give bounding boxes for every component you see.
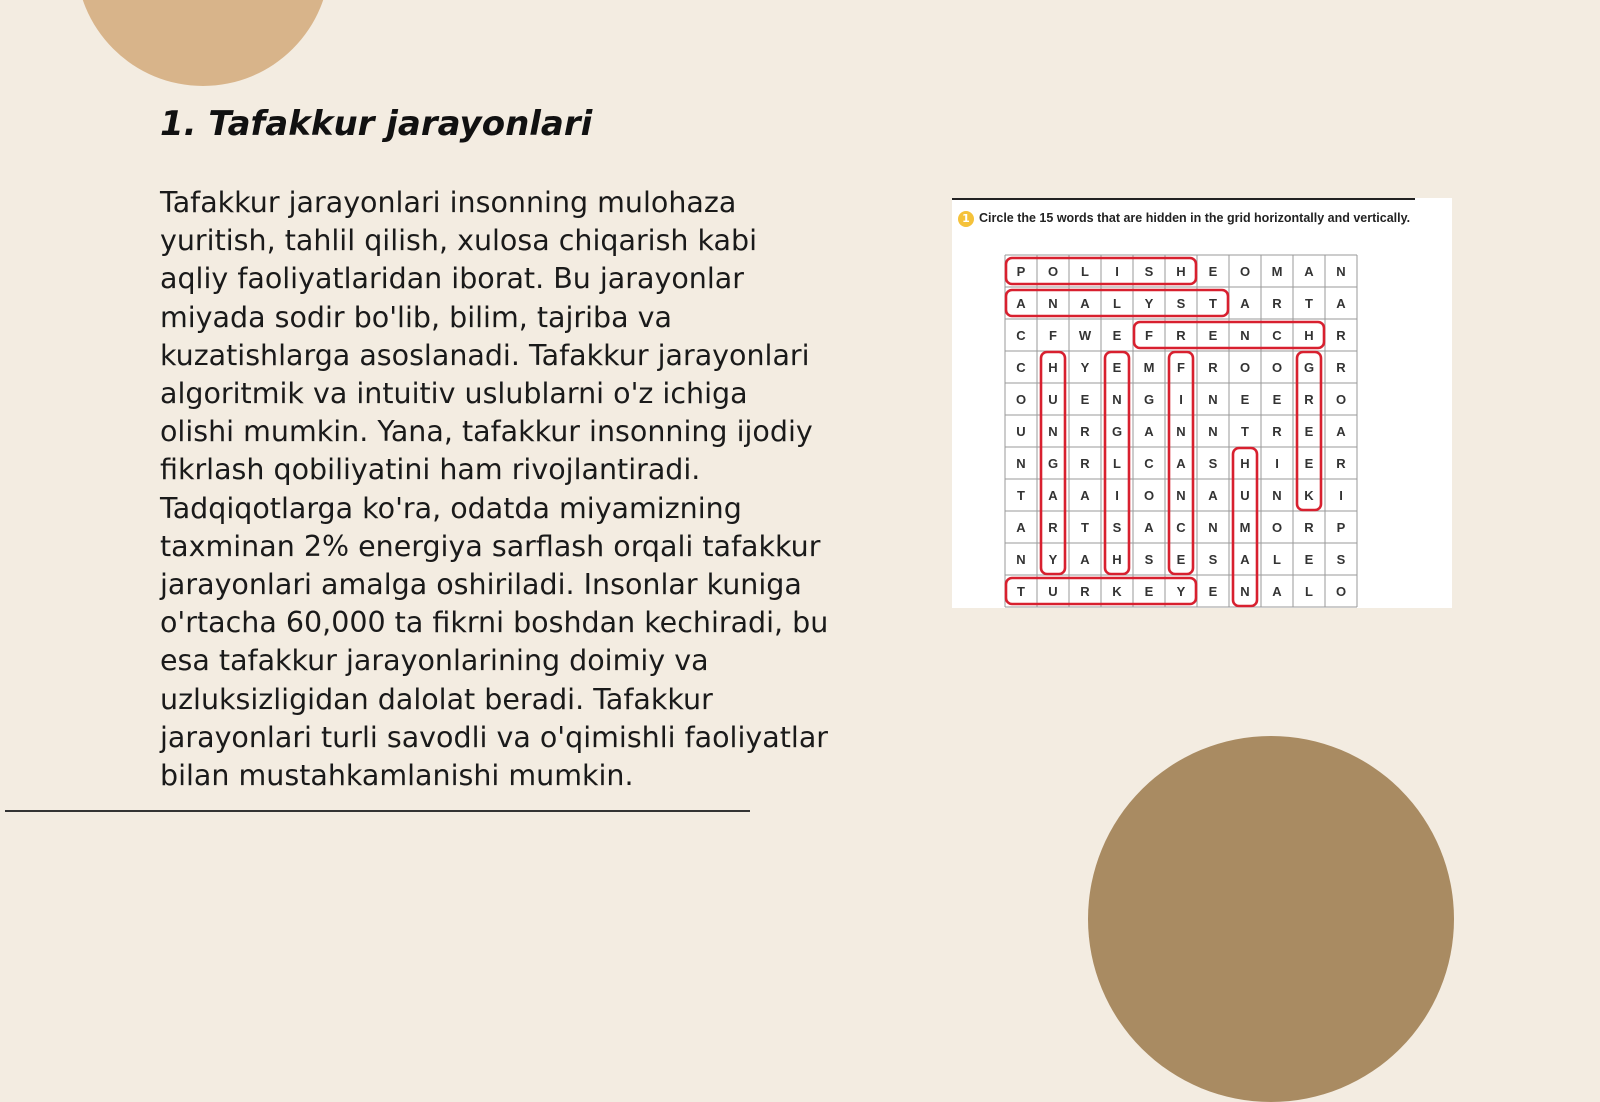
grid-letter: K xyxy=(1304,488,1314,503)
grid-letter: I xyxy=(1179,392,1183,407)
grid-letter: N xyxy=(1336,264,1346,279)
grid-letter: I xyxy=(1275,456,1279,471)
grid-letter: I xyxy=(1339,488,1343,503)
grid-letter: O xyxy=(1335,584,1347,599)
grid-letter: N xyxy=(1176,424,1186,439)
grid-letter: E xyxy=(1304,552,1314,567)
grid-letter: T xyxy=(1017,488,1025,503)
grid-letter: N xyxy=(1240,328,1250,343)
grid-letter: E xyxy=(1304,456,1314,471)
grid-letter: O xyxy=(1047,264,1059,279)
grid-letter: A xyxy=(1176,456,1186,471)
grid-letter: C xyxy=(1144,456,1154,471)
grid-letter: A xyxy=(1240,552,1250,567)
grid-letter: O xyxy=(1335,392,1347,407)
grid-letter: A xyxy=(1080,488,1090,503)
grid-letter: A xyxy=(1016,296,1026,311)
grid-letter: U xyxy=(1240,488,1250,503)
grid-letter: R xyxy=(1048,520,1058,535)
grid-letter: E xyxy=(1080,392,1090,407)
grid-letter: A xyxy=(1336,296,1346,311)
divider-line xyxy=(5,810,750,812)
grid-letter: R xyxy=(1272,296,1282,311)
grid-letter: R xyxy=(1080,424,1090,439)
grid-letter: F xyxy=(1177,360,1185,375)
grid-letter: A xyxy=(1144,424,1154,439)
grid-letter: U xyxy=(1048,584,1058,599)
grid-letter: M xyxy=(1239,520,1251,535)
grid-letter: E xyxy=(1112,360,1122,375)
grid-letter: H xyxy=(1176,264,1186,279)
grid-letter: U xyxy=(1048,392,1058,407)
grid-letter: A xyxy=(1272,584,1282,599)
grid-letter: I xyxy=(1115,264,1119,279)
grid-letter: A xyxy=(1304,264,1314,279)
grid-letter: H xyxy=(1304,328,1314,343)
grid-letter: R xyxy=(1336,360,1346,375)
word-search-image xyxy=(952,198,1452,608)
grid-letter: O xyxy=(1271,520,1283,535)
grid-letter: R xyxy=(1336,328,1346,343)
grid-letter: S xyxy=(1336,552,1346,567)
grid-letter: Y xyxy=(1048,552,1058,567)
word-search-grid xyxy=(952,198,1452,608)
grid-letter: N xyxy=(1112,392,1122,407)
grid-letter: L xyxy=(1305,584,1313,599)
grid-letter: T xyxy=(1209,296,1217,311)
grid-letter: H xyxy=(1048,360,1058,375)
slide-title: 1. Tafakkur jarayonlari xyxy=(160,104,593,144)
grid-letter: L xyxy=(1113,296,1121,311)
grid-letter: A xyxy=(1144,520,1154,535)
grid-letter: E xyxy=(1208,584,1218,599)
grid-letter: N xyxy=(1240,584,1250,599)
grid-letter: G xyxy=(1047,456,1059,471)
grid-letter: S xyxy=(1208,552,1218,567)
grid-letter: R xyxy=(1080,584,1090,599)
grid-letter: N xyxy=(1016,552,1026,567)
exercise-number-badge: 1 xyxy=(958,211,974,227)
grid-letter: R xyxy=(1208,360,1218,375)
grid-letter: L xyxy=(1081,264,1089,279)
grid-letter: M xyxy=(1143,360,1155,375)
grid-letter: E xyxy=(1272,392,1282,407)
grid-letter: O xyxy=(1015,392,1027,407)
grid-letter: S xyxy=(1176,296,1186,311)
grid-letter: H xyxy=(1112,552,1122,567)
grid-letter: P xyxy=(1016,264,1026,279)
grid-letter: U xyxy=(1016,424,1026,439)
grid-letter: E xyxy=(1208,264,1218,279)
grid-letter: E xyxy=(1176,552,1186,567)
grid-letter: T xyxy=(1081,520,1089,535)
grid-letter: A xyxy=(1016,520,1026,535)
grid-letter: C xyxy=(1016,328,1026,343)
grid-letter: A xyxy=(1080,296,1090,311)
grid-letter: C xyxy=(1016,360,1026,375)
grid-letter: F xyxy=(1145,328,1153,343)
grid-letter: T xyxy=(1305,296,1313,311)
grid-letter: S xyxy=(1144,552,1154,567)
grid-letter: R xyxy=(1304,392,1314,407)
grid-letter: G xyxy=(1303,360,1315,375)
grid-letter: T xyxy=(1241,424,1249,439)
grid-letter: E xyxy=(1304,424,1314,439)
grid-letter: L xyxy=(1113,456,1121,471)
grid-letter: S xyxy=(1144,264,1154,279)
grid-letter: A xyxy=(1208,488,1218,503)
grid-letter: W xyxy=(1078,328,1092,343)
grid-letter: O xyxy=(1143,488,1155,503)
grid-letter: P xyxy=(1336,520,1346,535)
grid-letter: I xyxy=(1115,488,1119,503)
grid-letter: A xyxy=(1240,296,1250,311)
grid-letter: N xyxy=(1272,488,1282,503)
grid-letter: A xyxy=(1048,488,1058,503)
grid-letter: R xyxy=(1176,328,1186,343)
grid-letter: N xyxy=(1016,456,1026,471)
grid-letter: R xyxy=(1336,456,1346,471)
grid-letter: L xyxy=(1273,552,1281,567)
grid-letter: O xyxy=(1239,264,1251,279)
grid-letter: A xyxy=(1336,424,1346,439)
puzzle-instruction: Circle the 15 words that are hidden in the grid horizontally and vertically. xyxy=(979,211,1411,225)
grid-letter: N xyxy=(1176,488,1186,503)
grid-letter: R xyxy=(1304,520,1314,535)
grid-letter: A xyxy=(1080,552,1090,567)
grid-letter: Y xyxy=(1176,584,1186,599)
grid-letter: N xyxy=(1208,392,1218,407)
grid-letter: R xyxy=(1272,424,1282,439)
grid-letter: N xyxy=(1048,296,1058,311)
grid-letter: N xyxy=(1048,424,1058,439)
grid-letter: E xyxy=(1144,584,1154,599)
grid-letter: C xyxy=(1176,520,1186,535)
grid-letter: C xyxy=(1272,328,1282,343)
grid-letter: G xyxy=(1111,424,1123,439)
grid-letter: S xyxy=(1208,456,1218,471)
grid-letter: M xyxy=(1271,264,1283,279)
grid-letter: E xyxy=(1240,392,1250,407)
grid-letter: R xyxy=(1080,456,1090,471)
grid-letter: N xyxy=(1208,424,1218,439)
grid-letter: K xyxy=(1112,584,1122,599)
grid-letter: Y xyxy=(1080,360,1090,375)
grid-letter: O xyxy=(1239,360,1251,375)
grid-letter: E xyxy=(1208,328,1218,343)
grid-letter: F xyxy=(1049,328,1057,343)
slide-body-text: Tafakkur jarayonlari insonning mulohaza yuritish, tahlil qilish, xulosa chiqarish kabi aqliy faoliyatlaridan iborat. Bu jarayonlar miyada sodir bo'lib, bilim, tajriba va kuzatishlarga asoslanadi. Tafakkur jarayonlari algoritmik va intuitiv uslublarni o'z ichiga olishi mumkin. Yana, tafakkur insonning ijodiy fikrlash qobiliyatini ham rivojlantiradi. Tadqiqotlarga ko'ra, odatda miyamizning taxminan 2% energiya sarflash orqali tafakkur jarayonlari amalga oshiriladi. Insonlar kuniga o'rtacha 60,000 ta fikrni boshdan kechiradi, bu esa tafakkur jarayonlarining doimiy va uzluksizligidan dalolat beradi. Tafakkur jarayonlari turli savodli va o'qimishli faoliyatlar bilan mustahkamlanishi mumkin. xyxy=(160,186,829,793)
decorative-circle-bottom xyxy=(1088,736,1454,1102)
grid-letter: G xyxy=(1143,392,1155,407)
grid-letter: O xyxy=(1271,360,1283,375)
grid-letter: T xyxy=(1017,584,1025,599)
grid-letter: H xyxy=(1240,456,1250,471)
decorative-circle-top xyxy=(76,0,330,86)
grid-letter: S xyxy=(1112,520,1122,535)
grid-letter: N xyxy=(1208,520,1218,535)
grid-letter: Y xyxy=(1144,296,1154,311)
grid-letter: E xyxy=(1112,328,1122,343)
